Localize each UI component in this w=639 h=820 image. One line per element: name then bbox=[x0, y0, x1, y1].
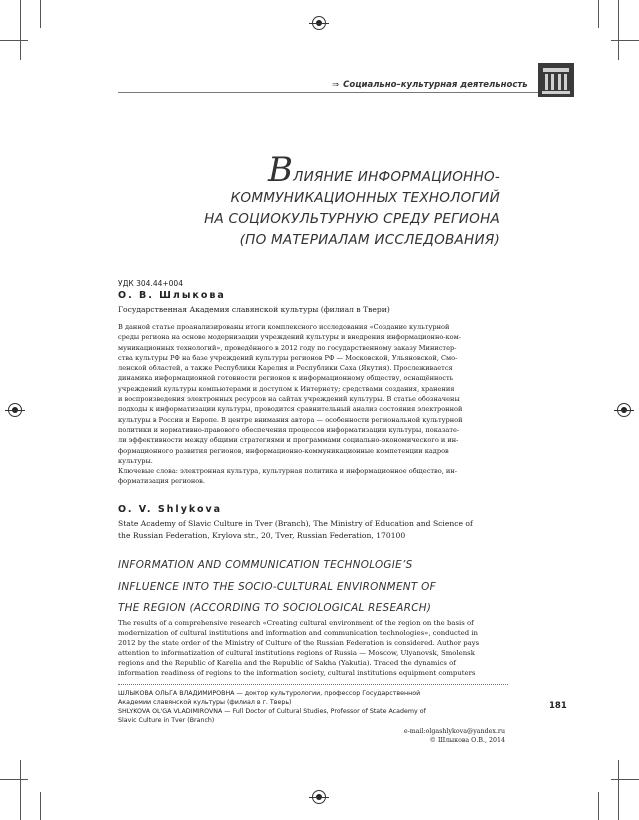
abstract-en-line: regions and the Republic of Karelia and the Republic of Sakha (Yakutia). Traced the dynamics of bbox=[118, 658, 456, 667]
author-name-en: O. V. Shlykova bbox=[118, 504, 223, 515]
keywords-ru bbox=[118, 466, 510, 487]
section-title: Социально–культурная деятельность bbox=[343, 80, 528, 90]
footnote-line: SHLYKOVA OL'GA VLADIMIROVNA — Full Doctor of Cultural Studies, Professor of State Academy of bbox=[118, 708, 426, 715]
affiliation-en bbox=[118, 518, 518, 541]
keywords-line: форматизация регионов. bbox=[118, 477, 205, 486]
affiliation-line: the Russian Federation, Krylova str., 20, Tver, Russian Federation, 170100 bbox=[118, 530, 406, 540]
arrow-icon: ⇒ bbox=[332, 80, 340, 90]
email-text: e-mail:olgashlykova@yandex.ru bbox=[403, 728, 505, 735]
author-name-ru: О. В. Шлыкова bbox=[118, 290, 226, 301]
abstract-line: В данной статье проанализированы итоги комплексного исследования «Создание культурной bbox=[118, 323, 450, 331]
abstract-line: ленской областей, а также Республики Карелия и Республики Саха (Якутия). Прослеживается bbox=[118, 364, 453, 373]
title-line: (ПО МАТЕРИАЛАМ ИССЛЕДОВАНИЯ) bbox=[239, 232, 500, 248]
article-title-en bbox=[118, 555, 436, 620]
crop-mark bbox=[20, 0, 21, 60]
registration-mark-icon bbox=[617, 403, 631, 417]
crop-mark bbox=[611, 779, 639, 780]
abstract-line: среды региона на основе модернизации учреждений культуры и внедрения информационно-ком- bbox=[118, 333, 461, 342]
crop-mark bbox=[618, 760, 619, 820]
page-number: 181 bbox=[549, 701, 567, 711]
abstract-en-line: information readiness of regions to the information society, cultural institutions equipment computers bbox=[118, 668, 476, 677]
copyright-text: © Шлыкова О.В., 2014 bbox=[429, 737, 505, 744]
abstract-en-line: The results of a comprehensive research «Creating cultural environment of the region on the basis of bbox=[118, 619, 474, 627]
crop-mark bbox=[618, 0, 619, 60]
contact-block bbox=[300, 727, 505, 745]
footnote-line: ШЛЫКОВА ОЛЬГА ВЛАДИМИРОВНА — доктор культурологии, профессор Государственной bbox=[118, 690, 421, 697]
affiliation-line: State Academy of Slavic Culture in Tver (Branch), The Ministry of Education and Science of bbox=[118, 519, 473, 528]
abstract-line: муникационных технологий», проведённого в 2012 году по государственному заказу Министер- bbox=[118, 343, 457, 352]
abstract-line: и воспроизведения электронных ресурсов на сайтах учреждений культуры. В статье обозначены bbox=[118, 395, 460, 404]
section-header bbox=[332, 80, 528, 90]
registration-mark-icon bbox=[8, 403, 22, 417]
udk-code: УДК 304.44+004 bbox=[118, 279, 183, 288]
abstract-en-line: attention to informatization of cultural institutions regions of Russia — Moscow, Ulyanovsk, Smolensk bbox=[118, 648, 475, 657]
footnote-line: Академии славянской культуры (филиал в г. Тверь) bbox=[118, 699, 292, 706]
title-line: КОММУНИКАЦИОННЫХ ТЕХНОЛОГИЙ bbox=[230, 190, 500, 206]
title-drop-cap: В bbox=[267, 150, 294, 190]
crop-mark bbox=[598, 792, 599, 820]
crop-mark bbox=[0, 40, 28, 41]
keywords-line: Ключевые слова: электронная культура, культурная политика и информационное общество, ин- bbox=[118, 467, 457, 475]
abstract-line: ства культуры РФ на базе учреждений культуры регионов РФ — Московской, Ульяновской, Смо- bbox=[118, 353, 458, 362]
title-en-line: INFORMATION AND COMMUNICATION TECHNOLOGIE’S bbox=[118, 559, 413, 571]
article-title-ru bbox=[150, 150, 500, 251]
header-rule bbox=[118, 92, 538, 93]
abstract-line: формационного развития регионов, информационно-коммуникационные компетенции кадров bbox=[118, 446, 449, 455]
title-line: ЛИЯНИЕ ИНФОРМАЦИОННО- bbox=[293, 169, 500, 185]
crop-mark bbox=[598, 0, 599, 28]
footnote-rule bbox=[118, 684, 508, 685]
column-logo-icon bbox=[538, 63, 574, 97]
abstract-line: культуры в России и Европе. В центре внимания автора — особенности региональной культурной bbox=[118, 415, 463, 424]
affiliation-ru: Государственная Академия славянской культуры (филиал в Твери) bbox=[118, 305, 390, 314]
footnote-line: Slavic Culture in Tver (Branch) bbox=[118, 717, 215, 724]
crop-mark bbox=[0, 779, 28, 780]
abstract-line: подходы к информатизации культуры, проводится сравнительный анализ состояния электронной bbox=[118, 405, 463, 414]
title-line: НА СОЦИОКУЛЬТУРНУЮ СРЕДУ РЕГИОНА bbox=[204, 211, 500, 227]
crop-mark bbox=[20, 760, 21, 820]
abstract-ru bbox=[118, 322, 510, 466]
abstract-line: политики и нормативно-правового обеспечения процессов информатизации культуры, показате- bbox=[118, 425, 460, 434]
crop-mark bbox=[611, 40, 639, 41]
abstract-en-line: 2012 by the state order of the Ministry of Culture of the Russian Federation is considered. Author pays bbox=[118, 638, 480, 647]
title-en-line: INFLUENCE INTO THE SOCIO-CULTURAL ENVIRONMENT OF bbox=[118, 580, 436, 593]
abstract-line: динамика информационной готовности регионов к информационному обществу, оснащённость bbox=[118, 374, 454, 383]
registration-mark-icon bbox=[312, 790, 326, 804]
abstract-en-line: modernization of cultural institutions and information and communication technologies», conducted in bbox=[118, 628, 478, 637]
crop-mark bbox=[40, 0, 41, 28]
title-en-line: THE REGION (ACCORDING TO SOCIOLOGICAL RESEARCH) bbox=[118, 602, 432, 614]
crop-mark bbox=[40, 792, 41, 820]
abstract-line: культуры. bbox=[118, 456, 153, 465]
author-footnote bbox=[118, 689, 518, 725]
registration-mark-icon bbox=[312, 16, 326, 30]
abstract-line: учреждений культуры компьютерами и доступом к Интернету; средствами создания, хранения bbox=[118, 384, 455, 393]
abstract-en bbox=[118, 619, 510, 678]
abstract-line: ли эффективности между общими стратегиями и программами социально-экономического и ин- bbox=[118, 436, 459, 445]
